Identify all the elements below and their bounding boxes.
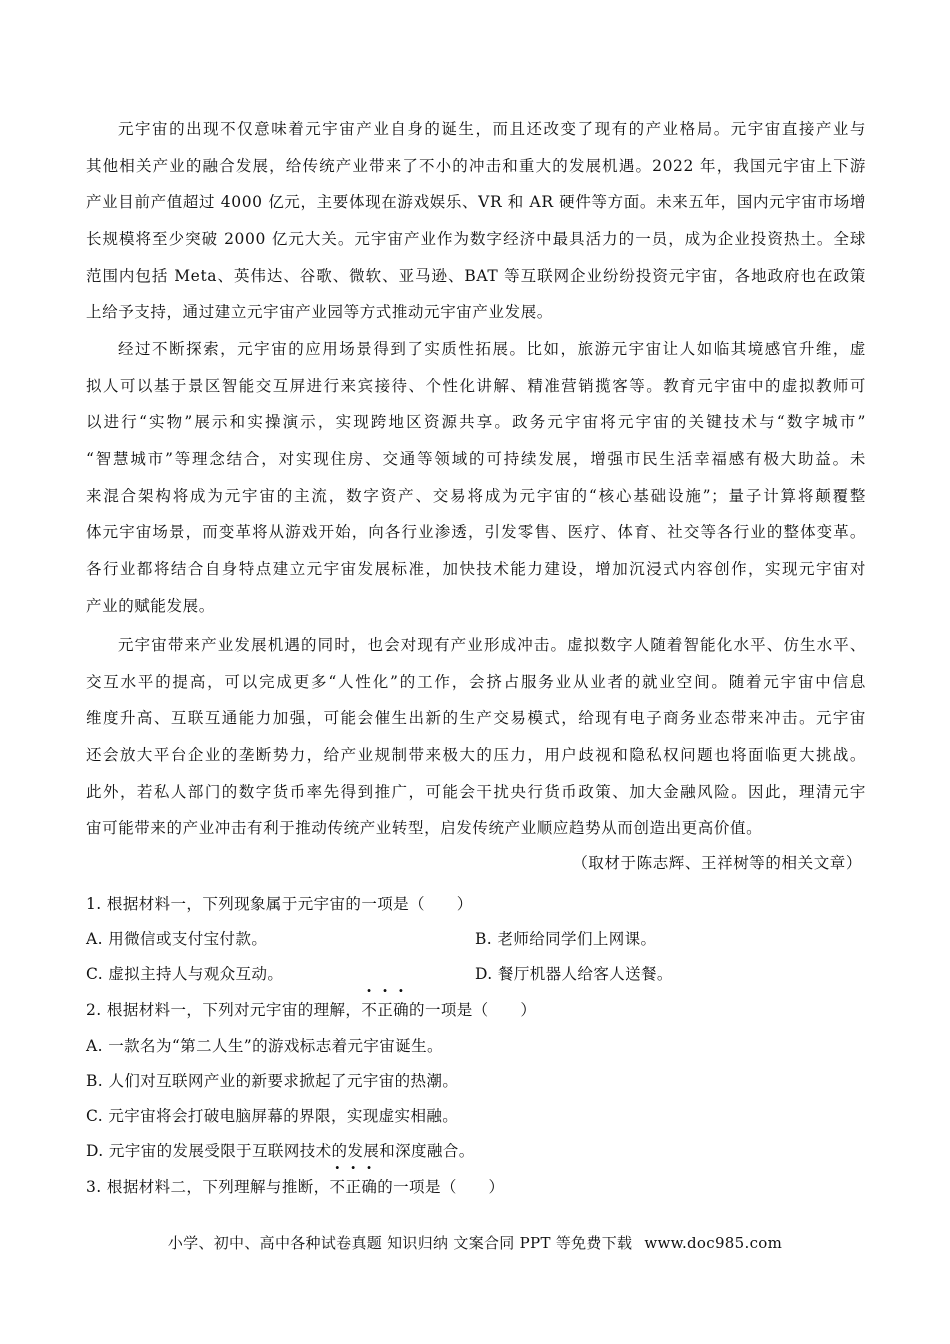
source-citation: （取材于陈志辉、王祥树等的相关文章） <box>572 854 862 872</box>
page-footer <box>0 1232 950 1253</box>
text-line: 元宇宙带来产业发展机遇的同时，也会对现有产业形成冲击。虚拟数字人随着智能化水平、仿生水平、 <box>118 636 866 654</box>
text-line: 上给予支持，通过建立元宇宙产业园等方式推动元宇宙产业发展。 <box>86 303 553 322</box>
text-line: 还会放大平台企业的垄断势力，给产业规制带来极大的压力，用户歧视和隐私权问题也将面临更大挑战。 <box>86 746 866 765</box>
text-line: 来混合架构将成为元宇宙的主流，数字资产、交易将成为元宇宙的“核心基础设施”；量子计算将颠覆整 <box>86 486 866 505</box>
paragraph-2 <box>86 331 866 625</box>
emphasis-char: 不 <box>329 1178 346 1196</box>
text-line: 以进行“实物”展示和实操演示，实现跨地区资源共享。政务元宇宙将元宇宙的关键技术与“数字城市” <box>86 413 866 432</box>
text-line: 交互水平的提高，可以完成更多“人性化”的工作，会挤占服务业从业者的就业空间。随着元宇宙中信息 <box>86 672 866 691</box>
question-2-stem-pre: 2. 根据材料一，下列对元宇宙的理解， <box>86 1001 362 1019</box>
question-2-option-a: A. 一款名为“第二人生”的游戏标志着元宇宙诞生。 <box>86 1037 443 1055</box>
text-line: 各行业都将结合自身特点建立元宇宙发展标准，加快技术能力建设，增加沉浸式内容创作，实现元宇宙对 <box>86 560 866 579</box>
question-3-stem <box>86 1175 504 1197</box>
emphasis-char: 正 <box>345 1178 362 1196</box>
question-2-option-d: D. 元宇宙的发展受限于互联网技术的发展和深度融合。 <box>86 1142 475 1160</box>
question-2-option-b: B. 人们对互联网产业的新要求掀起了元宇宙的热潮。 <box>86 1072 459 1090</box>
text-line: 长规模将至少突破 2000 亿元大关。元宇宙产业作为数字经济中最具活力的一员，成为企业投资热土。全球 <box>86 230 866 249</box>
emphasis-char: 确 <box>361 1178 378 1196</box>
text-line: 经过不断探索，元宇宙的应用场景得到了实质性拓展。比如，旅游元宇宙让人如临其境感官升维，虚 <box>118 340 866 358</box>
text-line: 产业目前产值超过 4000 亿元，主要体现在游戏娱乐、VR 和 AR 硬件等方面。未来五年，国内元宇宙市场增 <box>86 193 866 212</box>
question-1-option-c: C. 虚拟主持人与观众互动。 <box>86 965 284 983</box>
question-3-stem-pre: 3. 根据材料二，下列理解与推断， <box>86 1178 330 1196</box>
question-2-stem <box>86 998 536 1020</box>
question-1-option-d: D. 餐厅机器人给客人送餐。 <box>475 965 673 983</box>
question-1-option-b: B. 老师给同学们上网课。 <box>475 930 657 948</box>
question-2-stem-post: 的一项是（ ） <box>409 1001 537 1019</box>
footer-link[interactable]: www.doc985.com <box>644 1234 783 1252</box>
text-line: “智慧城市”等理念结合，对实现住房、交通等领域的可持续发展，增强市民生活幸福感有极大助益。未 <box>86 450 866 469</box>
question-3-stem-post: 的一项是（ ） <box>377 1178 505 1196</box>
paragraph-3 <box>86 627 866 847</box>
emphasis-char: 正 <box>377 1001 394 1019</box>
question-1-stem: 1. 根据材料一，下列现象属于元宇宙的一项是（ ） <box>86 895 473 913</box>
text-line: 宙可能带来的产业冲击有利于推动传统产业转型，启发传统产业顺应趋势从而创造出更高价值。 <box>86 819 763 838</box>
text-line: 元宇宙的出现不仅意味着元宇宙产业自身的诞生，而且还改变了现有的产业格局。元宇宙直接产业与 <box>118 120 866 138</box>
paragraph-1 <box>86 111 866 331</box>
footer-text: 小学、初中、高中各种试卷真题 知识归纳 文案合同 PPT 等免费下载 <box>167 1234 633 1252</box>
emphasis-char: 不 <box>361 1001 378 1019</box>
text-line: 范围内包括 Meta、英伟达、谷歌、微软、亚马逊、BAT 等互联网企业纷纷投资元宇宙，各地政府也在政策 <box>86 266 866 285</box>
text-line: 体元宇宙场景，而变革将从游戏开始，向各行业渗透，引发零售、医疗、体育、社交等各行业的整体变革。 <box>86 523 866 542</box>
text-line: 产业的赋能发展。 <box>86 596 215 615</box>
question-2-option-c: C. 元宇宙将会打破电脑屏幕的界限，实现虚实相融。 <box>86 1107 459 1125</box>
question-1-option-a: A. 用微信或支付宝付款。 <box>86 930 268 948</box>
emphasis-char: 确 <box>393 1001 410 1019</box>
text-line: 拟人可以基于景区智能交互屏进行来宾接待、个性化讲解、精准营销揽客等。教育元宇宙中的虚拟教师可 <box>86 376 866 395</box>
text-line: 此外，若私人部门的数字货币率先得到推广，可能会干扰央行货币政策、加大金融风险。因此，理清元宇 <box>86 782 866 801</box>
text-line: 其他相关产业的融合发展，给传统产业带来了不小的冲击和重大的发展机遇。2022 年，我国元宇宙上下游 <box>86 156 866 175</box>
text-line: 维度升高、互联互通能力加强，可能会催生出新的生产交易模式，给现有电子商务业态带来冲击。元宇宙 <box>86 709 866 728</box>
